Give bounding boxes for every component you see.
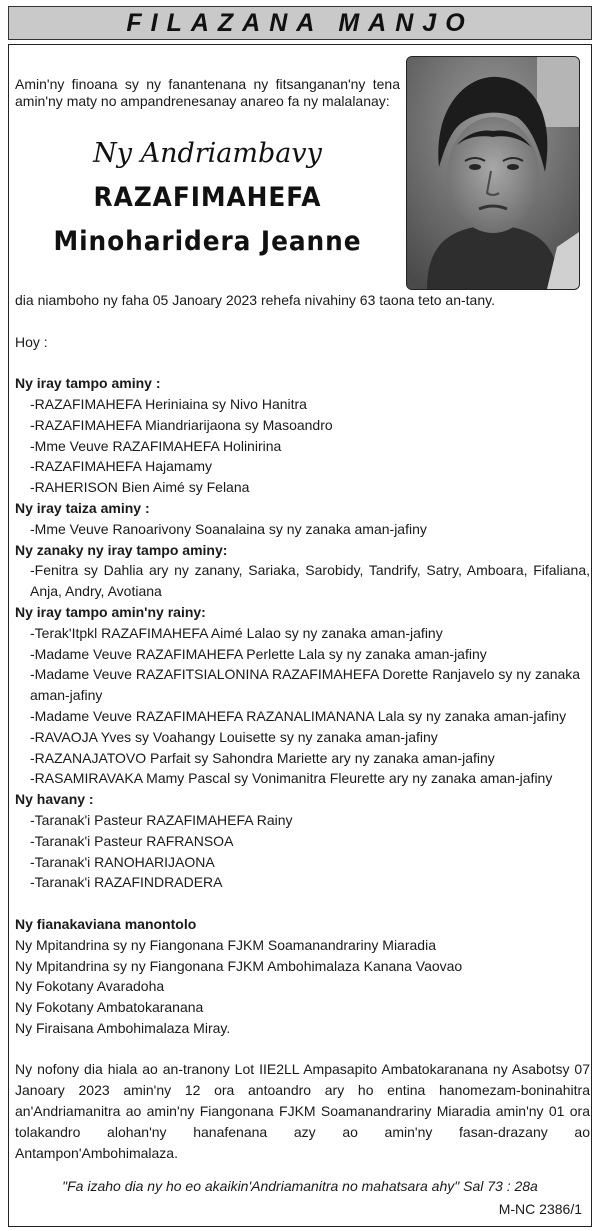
thanks-item: Ny Fokotany Ambatokaranana <box>15 999 204 1016</box>
deceased-surname: RAZAFIMAHEFA <box>93 182 322 213</box>
list-item: -RAHERISON Bien Aimé sy Felana <box>30 479 250 496</box>
section-title: Ny havany : <box>15 791 94 808</box>
list-item: -Taranak'i RANOHARIJAONA <box>30 853 215 870</box>
banner-title: FILAZANA MANJO <box>126 8 474 37</box>
list-item: -Madame Veuve RAZAFIMAHEFA RAZANALIMANANA Lala sy ny zanaka aman-jafiny <box>30 707 567 724</box>
notice-body <box>15 290 590 1163</box>
list-item: -Taranak'i RAZAFINDRADERA <box>30 874 223 891</box>
thanks-item: Ny Mpitandrina sy ny Fiangonana FJKM Soamanandrariny Miaradia <box>15 936 436 953</box>
section-title: Ny iray taiza aminy : <box>15 499 150 516</box>
death-notice: dia niamboho ny faha 05 Janoary 2023 rehefa nivahiny 63 taona teto an-tany. <box>15 292 495 308</box>
list-item: -Fenitra sy Dahlia ary ny zanany, Sariaka, Sarobidy, Tandrify, Satry, Amboara, Fifaliana, Anja, Andry, Avotiana <box>30 562 590 600</box>
thanks-item: Ny Fokotany Avaradoha <box>15 978 165 995</box>
greeting: Hoy : <box>15 333 48 350</box>
list-item: -RAZAFIMAHEFA Hajamamy <box>30 458 213 475</box>
list-item: -Madame Veuve RAZAFITSIALONINA RAZAFIMAHEFA Dorette Ranjavelo sy ny zanaka aman-jafiny <box>30 666 581 704</box>
list-item: -RAZAFIMAHEFA Miandriarijaona sy Masoandro <box>30 416 333 433</box>
thanks-item: Ny Firaisana Ambohimalaza Miray. <box>15 1019 231 1036</box>
list-item: -Madame Veuve RAZAFIMAHEFA Perlette Lala sy ny zanaka aman-jafiny <box>30 645 487 662</box>
portrait-photo <box>406 56 580 290</box>
funeral-details: Ny nofony dia hiala ao an-tranony Lot IIE2LL Ampasapito Ambatokaranana ny Asabotsy 07 Janoary 2023 amin'ny 12 ora antoandro ary ho entina hanomezam-boninahitra an'Andriamanitra ao amin'ny Fiangonana FJKM Soamanandrariny Miaradia amin'ny 01 ora tolakandro alohan'ny hanafenana azy ao amin'ny fasan-drazany ao Antampon'Ambohimalaza. <box>15 1061 590 1161</box>
title-banner <box>8 6 592 40</box>
notice-reference: M-NC 2386/1 <box>498 1201 582 1217</box>
list-item: -Mme Veuve Ranoarivony Soanalaina sy ny zanaka aman-jafiny <box>30 520 427 537</box>
portrait-image <box>407 57 579 289</box>
list-item: -RAZAFIMAHEFA Heriniaina sy Nivo Hanitra <box>30 395 307 412</box>
intro-text: Amin'ny finoana sy ny fanantenana ny fitsanganan'ny tena amin'ny maty no ampandrenesanay anareo fa ny malalanay: <box>15 76 400 109</box>
list-item: -Taranak'i Pasteur RAFRANSOA <box>30 832 234 849</box>
section-title: Ny zanaky ny iray tampo aminy: <box>15 541 228 558</box>
list-item: -RAZANAJATOVO Parfait sy Sahondra Mariette ary ny zanaka aman-jafiny <box>30 749 495 766</box>
thanks-item: Ny Mpitandrina sy ny Fiangonana FJKM Ambohimalaza Kanana Vaovao <box>15 957 463 974</box>
honorific: Ny Andriambavy <box>93 138 322 169</box>
list-item: -Terak'Itpkl RAZAFIMAHEFA Aimé Lalao sy ny zanaka aman-jafiny <box>30 624 443 641</box>
list-item: -Taranak'i Pasteur RAZAFIMAHEFA Rainy <box>30 811 293 828</box>
list-item: -RAVAOJA Yves sy Voahangy Louisette sy ny zanaka aman-jafiny <box>30 728 438 745</box>
section-title: Ny iray tampo aminy : <box>15 375 161 392</box>
list-item: -Mme Veuve RAZAFIMAHEFA Holinirina <box>30 437 282 454</box>
bible-quote: "Fa izaho dia ny ho eo akaikin'Andriamanitra no mahatsara ahy" Sal 73 : 28a <box>62 1178 538 1194</box>
deceased-given-names: Minoharidera Jeanne <box>53 226 362 257</box>
list-item: -RASAMIRAVAKA Mamy Pascal sy Vonimanitra Fleurette ary ny zanaka aman-jafiny <box>30 770 553 787</box>
section-title: Ny iray tampo amin'ny rainy: <box>15 603 206 620</box>
thanks-title: Ny fianakaviana manontolo <box>15 915 197 932</box>
